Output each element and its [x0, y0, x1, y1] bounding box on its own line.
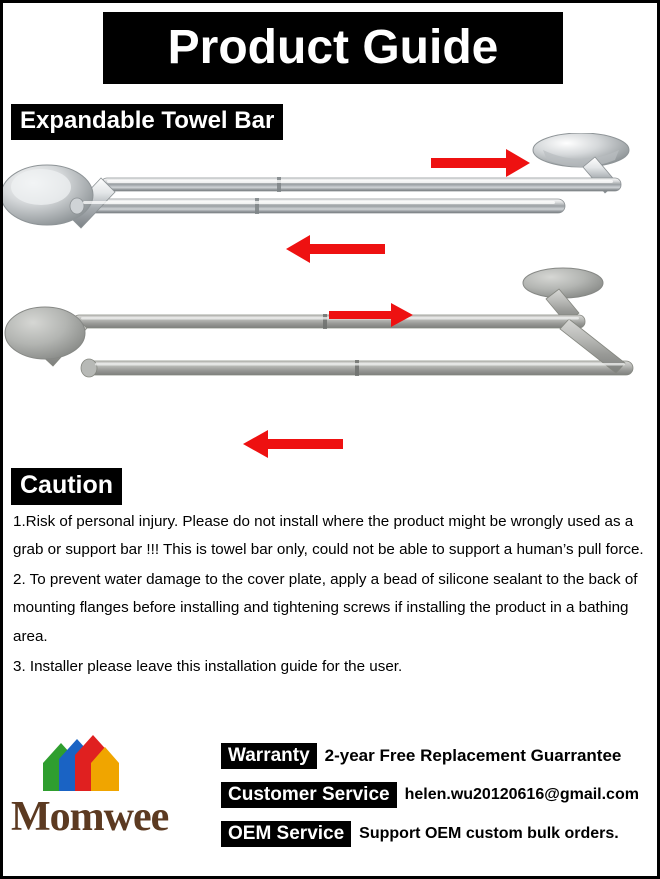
caution-item-1: 1.Risk of personal injury. Please do not install where the product might be wrongly used as a grab or support bar !!! This is towel bar only, could not be able to support a human’s pull force.: [13, 513, 644, 559]
oem-service-label: OEM Service: [221, 821, 351, 848]
expand-arrow-left-bottom: [243, 430, 343, 458]
expand-arrow-left-top: [286, 235, 385, 263]
oem-service-value: Support OEM custom bulk orders.: [359, 825, 619, 842]
warranty-value: 2-year Free Replacement Guarrantee: [324, 746, 622, 765]
footer-row-customer-service: [221, 780, 651, 810]
footer-row-warranty: [221, 741, 651, 771]
house-icon: [39, 733, 125, 795]
customer-service-value: helen.wu20120616@gmail.com: [404, 786, 639, 803]
caution-text-block: [13, 508, 649, 683]
product-illustration: [3, 133, 657, 463]
expand-arrow-right-top: [431, 149, 530, 177]
brand-name: Momwee: [11, 794, 169, 840]
towel-bar-bottom: [5, 268, 633, 377]
footer-row-oem-service: [221, 819, 651, 849]
towel-bar-top: [3, 133, 629, 228]
caution-item-3: 3. Installer please leave this installation guide for the user.: [13, 657, 403, 675]
brand-logo: [11, 733, 216, 863]
caution-item-2: 2. To prevent water damage to the cover plate, apply a bead of silicone sealant to the back of mounting flanges before installing and tightening screws if installing the product in a bathing area.: [13, 571, 638, 645]
caution-title: Caution: [11, 468, 122, 505]
towel-bar-diagram: [3, 133, 657, 463]
customer-service-label: Customer Service: [221, 782, 397, 809]
section-title: Expandable Towel Bar: [11, 104, 283, 140]
warranty-label: Warranty: [221, 743, 317, 770]
header-banner: [103, 12, 563, 84]
page-title: Product Guide: [167, 21, 499, 74]
footer-info-rows: [221, 741, 651, 858]
footer: [3, 723, 657, 873]
